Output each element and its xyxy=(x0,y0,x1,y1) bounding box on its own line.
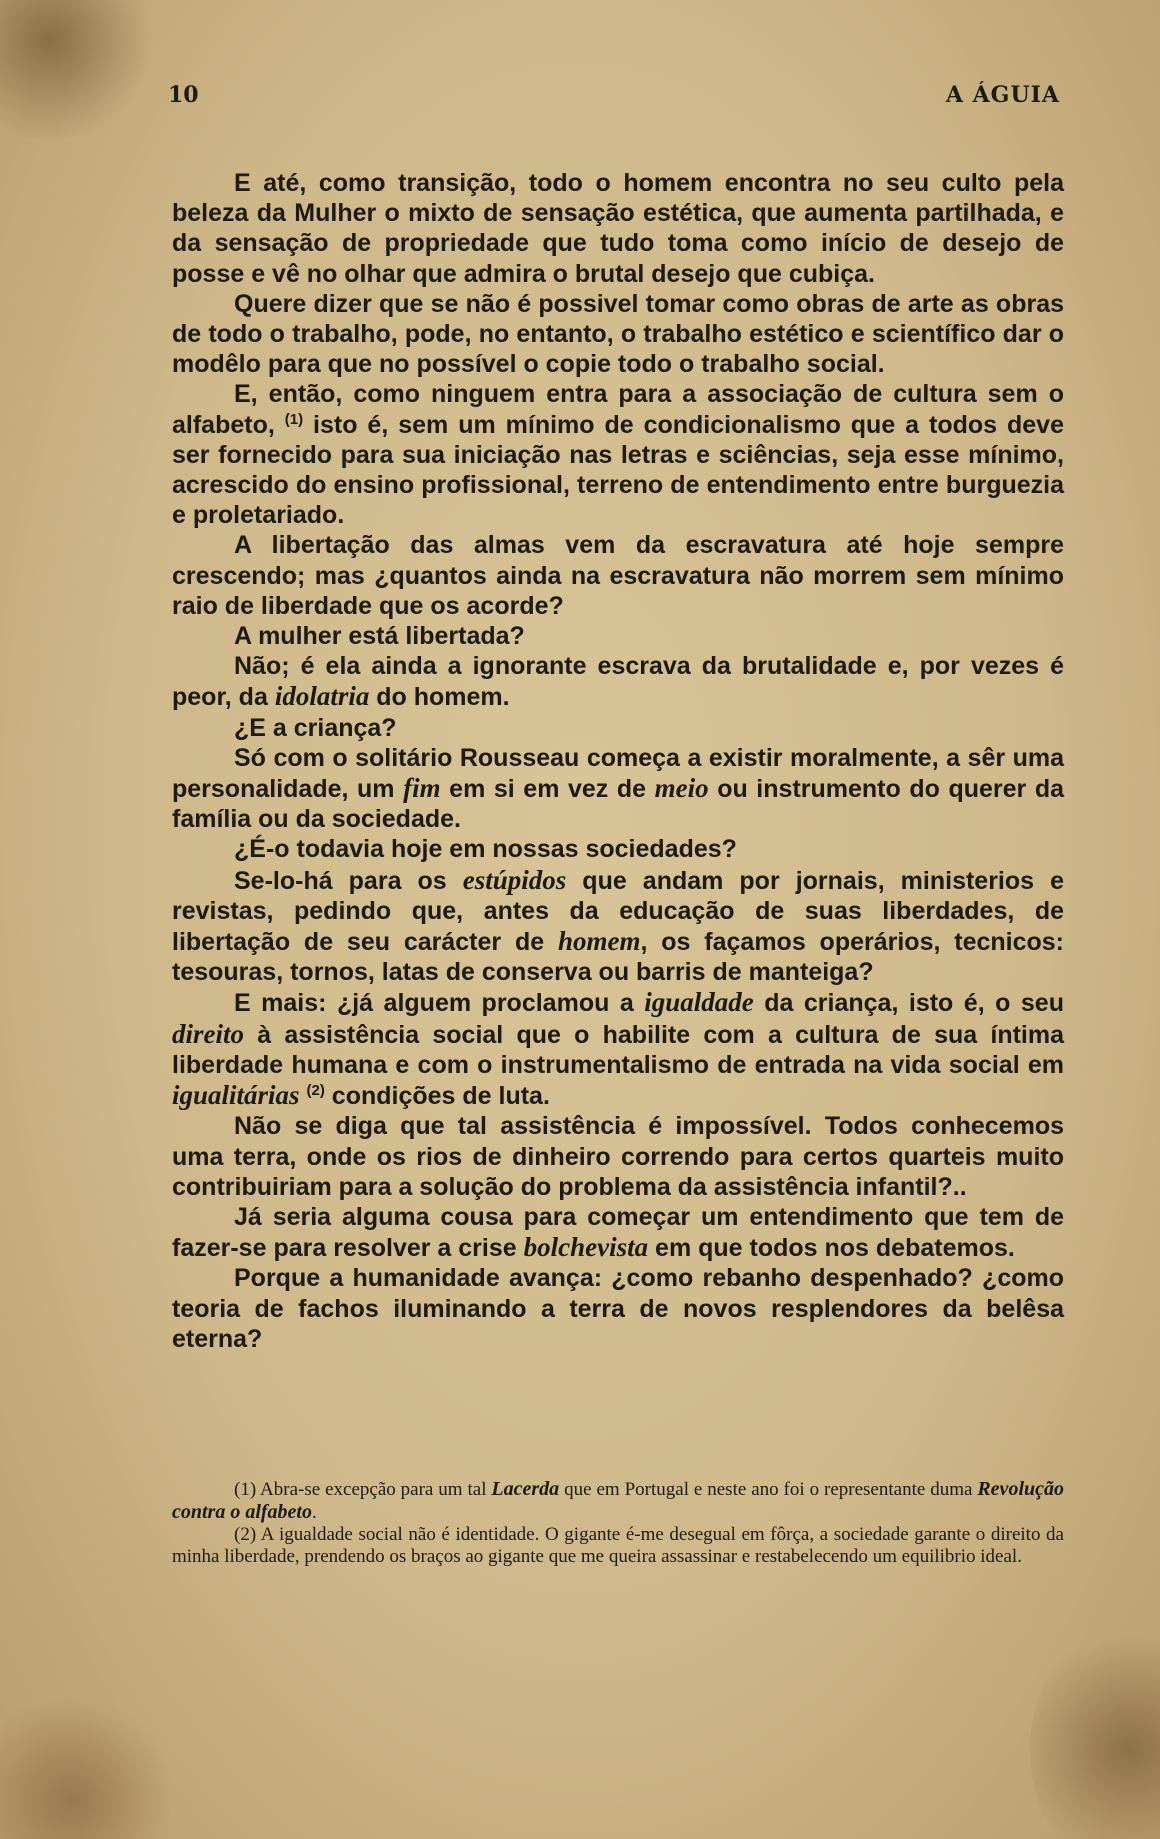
text-run: ¿E a criança? xyxy=(234,713,397,742)
paragraph xyxy=(172,1202,1064,1263)
paragraph xyxy=(172,621,1064,651)
paragraph xyxy=(172,168,1064,289)
paragraph xyxy=(172,865,1064,988)
text-run: ¿É-o todavia hoje em nossas sociedades? xyxy=(234,835,737,864)
text-run: A mulher está libertada? xyxy=(234,622,525,651)
italic-term: igualitárias xyxy=(172,1080,300,1111)
paragraph xyxy=(172,651,1064,712)
italic-term: meio xyxy=(654,773,709,804)
footnote-marker: (2) xyxy=(306,1082,325,1100)
text-run: Não se diga que tal assistência é impossível. Todos conhecemos uma terra, onde os rios de dinheiro correndo para certos quarteis muito contribuiriam para a solução do problema da assistência infantil?.. xyxy=(172,1112,1064,1201)
running-header xyxy=(168,82,1060,122)
text-run: Só com o solitário Rousseau começa a existir moralmente, a sêr uma personalidade, um xyxy=(172,743,1064,804)
paragraph xyxy=(172,987,1064,1111)
text-run: em si em vez de xyxy=(440,775,655,804)
italic-term: homem xyxy=(557,926,641,957)
text-run: Quere dizer que se não é possivel tomar como obras de arte as obras de todo o trabalho, pode, no entanto, o trabalho estético e scientífico dar o modêlo para que no possível o copie todo o trabalho social. xyxy=(172,289,1064,379)
page-stain xyxy=(0,1700,180,1839)
text-run: condições de luta. xyxy=(324,1082,550,1111)
text-run: Não; é ela ainda a ignorante escrava da brutalidade e, por vezes é peor, da xyxy=(172,652,1064,712)
text-run: Se-lo-há para os xyxy=(234,866,463,895)
footnotes xyxy=(172,1478,1064,1568)
paragraph xyxy=(172,743,1064,835)
text-run: (2) A igualdade social não é identidade. O gigante é-me desegual em fôrça, a sociedade garante o direito da minha liberdade, prendendo os braços ao gigante que me queira assassinar e restabelecendo um equilibrio ideal. xyxy=(172,1524,1064,1567)
italic-term: estúpidos xyxy=(462,864,567,895)
italic-term: bolchevista xyxy=(523,1232,649,1263)
paragraph xyxy=(172,379,1064,530)
text-run: da criança, isto é, o seu xyxy=(753,989,1064,1018)
text-run: em que todos nos debatemos. xyxy=(648,1234,1015,1263)
text-run: isto é, sem um mínimo de condicionalismo que a todos deve ser fornecido para sua iniciação nas letras e sciências, seja esse mínimo, acrescido do ensino profissional, terreno de entendimento entre burguezia e proletariado. xyxy=(172,410,1064,530)
text-run: que andam por jornais, ministerios e revistas, pedindo que, antes da educação de suas liberdades, de libertação de seu carácter de xyxy=(172,866,1064,957)
text-run: à assistência social que o habilite com a cultura de sua íntima liberdade humana e com o instrumentalismo de entrada na vida social em xyxy=(172,1020,1064,1079)
text-run: Porque a humanidade avança: ¿como rebanho despenhado? ¿como teoria de fachos iluminando a terra de novos resplendores da belêsa eterna? xyxy=(172,1264,1064,1353)
page-stain xyxy=(1030,1620,1160,1839)
italic-term: igualdade xyxy=(644,987,754,1018)
italic-term: fim xyxy=(403,773,441,804)
paragraph xyxy=(172,1263,1064,1354)
italic-term: Revolução contra o alfabeto xyxy=(172,1478,1064,1523)
footnote xyxy=(172,1478,1064,1524)
footnote xyxy=(172,1524,1064,1568)
text-run: Já seria alguma cousa para começar um entendimento que tem de fazer-se para resolver a crise xyxy=(172,1202,1064,1263)
page-stain xyxy=(0,0,160,140)
text-run: E, então, como ninguem entra para a associação de cultura sem o alfabeto, xyxy=(172,380,1064,439)
text-run: . xyxy=(312,1502,317,1523)
italic-term: Lacerda xyxy=(491,1478,560,1500)
paragraph xyxy=(172,834,1064,864)
text-run: , os façamos operários, tecnicos: tesouras, tornos, latas de conserva ou barris de manteiga? xyxy=(172,928,1064,987)
text-run: A libertação das almas vem da escravatura até hoje sempre crescendo; mas ¿quantos ainda na escravatura não morrem sem mínimo raio de liberdade que os acorde? xyxy=(172,531,1064,620)
text-run xyxy=(300,1082,307,1110)
paragraph xyxy=(172,289,1064,380)
page-number: 10 xyxy=(168,82,199,108)
paragraph xyxy=(172,713,1064,743)
text-run: que em Portugal e neste ano foi o representante duma xyxy=(559,1479,978,1500)
text-run: ou instrumento do querer da família ou da sociedade. xyxy=(172,775,1064,834)
paragraph xyxy=(172,530,1064,621)
text-run: E mais: ¿já alguem proclamou a xyxy=(234,989,645,1018)
main-text xyxy=(172,168,1064,1354)
running-title: A ÁGUIA xyxy=(945,82,1060,108)
footnote-separator xyxy=(172,1468,1064,1469)
italic-term: idolatria xyxy=(274,681,370,712)
text-run: do homem. xyxy=(369,683,510,712)
paragraph xyxy=(172,1111,1064,1202)
italic-term: direito xyxy=(172,1018,244,1049)
text-run: E até, como transição, todo o homem encontra no seu culto pela beleza da Mulher o mixto de sensação estética, que aumenta partilhada, e da sensação de propriedade que tudo toma como início de desejo de posse e vê no olhar que admira o brutal desejo que cubiça. xyxy=(172,169,1064,288)
footnote-marker: (1) xyxy=(284,410,304,428)
text-run: (1) Abra-se excepção para um tal xyxy=(234,1479,492,1500)
